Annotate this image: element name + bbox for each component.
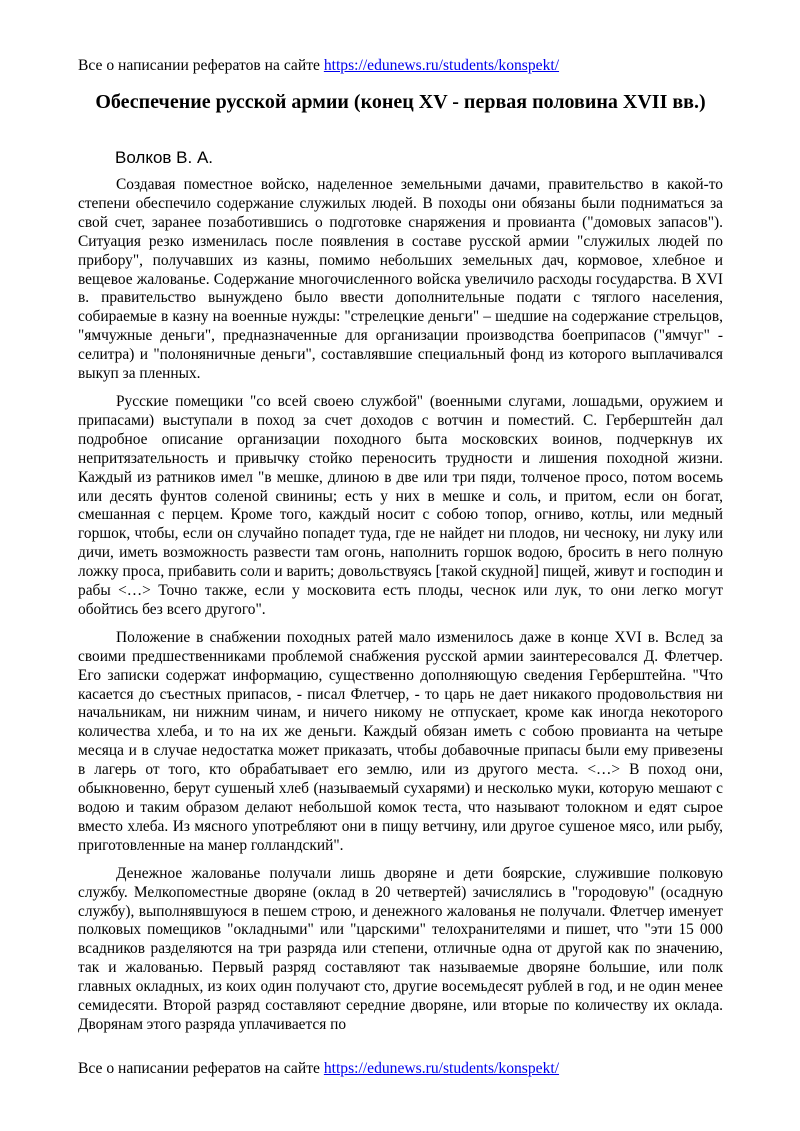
paragraph-4: Денежное жалованье получали лишь дворяне и дети боярские, служившие полковую службу. Мелкопоместные дворяне (оклад в 20 четвертей) зачислялись в "городовую" (осадную службу), выполнявшуюся в пешем строю, и денежного жалованья не получали. Флетчер именует полковых помещиков "окладными" или "царскими" телохранителями и пишет, что "эти 15 000 всадников разделяются на три разряда или степени, отличные одна от другой как по значению, так и жалованью. Первый разряд составляют так называемые дворяне большие, или полк главных окладных, из коих один получают сто, другие восемьдесят рублей в год, и не один менее семидесяти. Второй разряд составляют середние дворяне, или вторые по количеству их оклада. Дворянам этого разряда уплачивается по [78, 864, 723, 1033]
author-name: Волков В. А. [115, 148, 214, 167]
header-prefix: Все о написании рефератов на сайте [78, 57, 324, 74]
header-link[interactable]: https://edunews.ru/students/konspekt/ [323, 57, 560, 74]
header-note [78, 56, 559, 75]
document-title: Обеспечение русской армии (конец XV - первая половина XVII вв.) [95, 91, 706, 113]
paragraph-3: Положение в снабжении походных ратей мало изменилось даже в конце XVI в. Вслед за своими предшественниками проблемой снабжения русской армии заинтересовался Д. Флетчер. Его записки содержат информацию, существенно дополняющую сведения Герберштейна. "Что касается до съестных припасов, - писал Флетчер, - то царь не дает никакого продовольствия ни начальникам, ни нижним чинам, и ничего никому не отпускает, кроме как иногда некоторого количества хлеба, и то на их же деньги. Каждый обязан иметь с собою провианта на четыре месяца и в случае недостатка может приказать, чтобы добавочные припасы были ему привезены в лагерь от того, кто обрабатывает его землю, или из другого места. <…> В поход они, обыкновенно, берут сушеный хлеб (называемый сухарями) и несколько муки, которую мешают с водою и таким образом делают небольшой комок теста, что называют толокном и едят сырое вместо хлеба. Из мясного употребляют они в пищу ветчину, или другое сушеное мясо, или рыбу, приготовленные на манер голландский". [78, 628, 723, 854]
footer-note [78, 1059, 559, 1078]
footer-prefix: Все о написании рефератов на сайте [78, 1060, 324, 1077]
document-body [78, 176, 723, 1044]
paragraph-1: Создавая поместное войско, наделенное земельными дачами, правительство в какой-то степени обеспечило содержание служилых людей. В походы они обязаны были подниматься за свой счет, заранее позаботившись о подготовке снаряжения и провианта ("домовых запасов"). Ситуация резко изменилась после появления в составе русской армии "служилых людей по прибору", получавших из казны, помимо небольших земельных дач, кормовое, хлебное и вещевое жалованье. Содержание многочисленного войска увеличило расходы государства. В XVI в. правительство вынуждено было ввести дополнительные подати с тяглого населения, собираемые в казну на военные нужды: "стрелецкие деньги" – шедшие на содержание стрельцов, "ямчужные деньги", предназначенные для организации производства боеприпасов ("ямчуг" - селитра) и "полоняничные деньги", составлявшие специальный фонд из которого выплачивался выкуп за пленных. [78, 176, 723, 383]
paragraph-2: Русские помещики "со всей своею службой" (военными слугами, лошадьми, оружием и припасами) выступали в поход за счет доходов с вотчин и поместий. С. Герберштейн дал подробное описание организации походного быта московских воинов, подчеркнув их непритязательность и привычку стойко переносить трудности и лишения походной жизни. Каждый из ратников имел "в мешке, длиною в две или три пяди, толченое просо, потом восемь или десять фунтов соленой свинины; есть у них в мешке и соль, и притом, если он богат, смешанная с перцем. Кроме того, каждый носит с собою топор, огниво, котлы, или медный горшок, чтобы, если он случайно попадет туда, где не найдет ни плодов, ни чесноку, ни луку или дичи, иметь возможность развести там огонь, наполнить горшок водою, бросить в него полную ложку проса, прибавить соли и варить; довольствуясь [такой скудной] пищей, живут и господин и рабы <…> Точно также, если у московита есть плоды, чеснок или лук, то они легко могут обойтись без всего другого". [78, 392, 723, 618]
footer-link[interactable]: https://edunews.ru/students/konspekt/ [323, 1060, 560, 1077]
